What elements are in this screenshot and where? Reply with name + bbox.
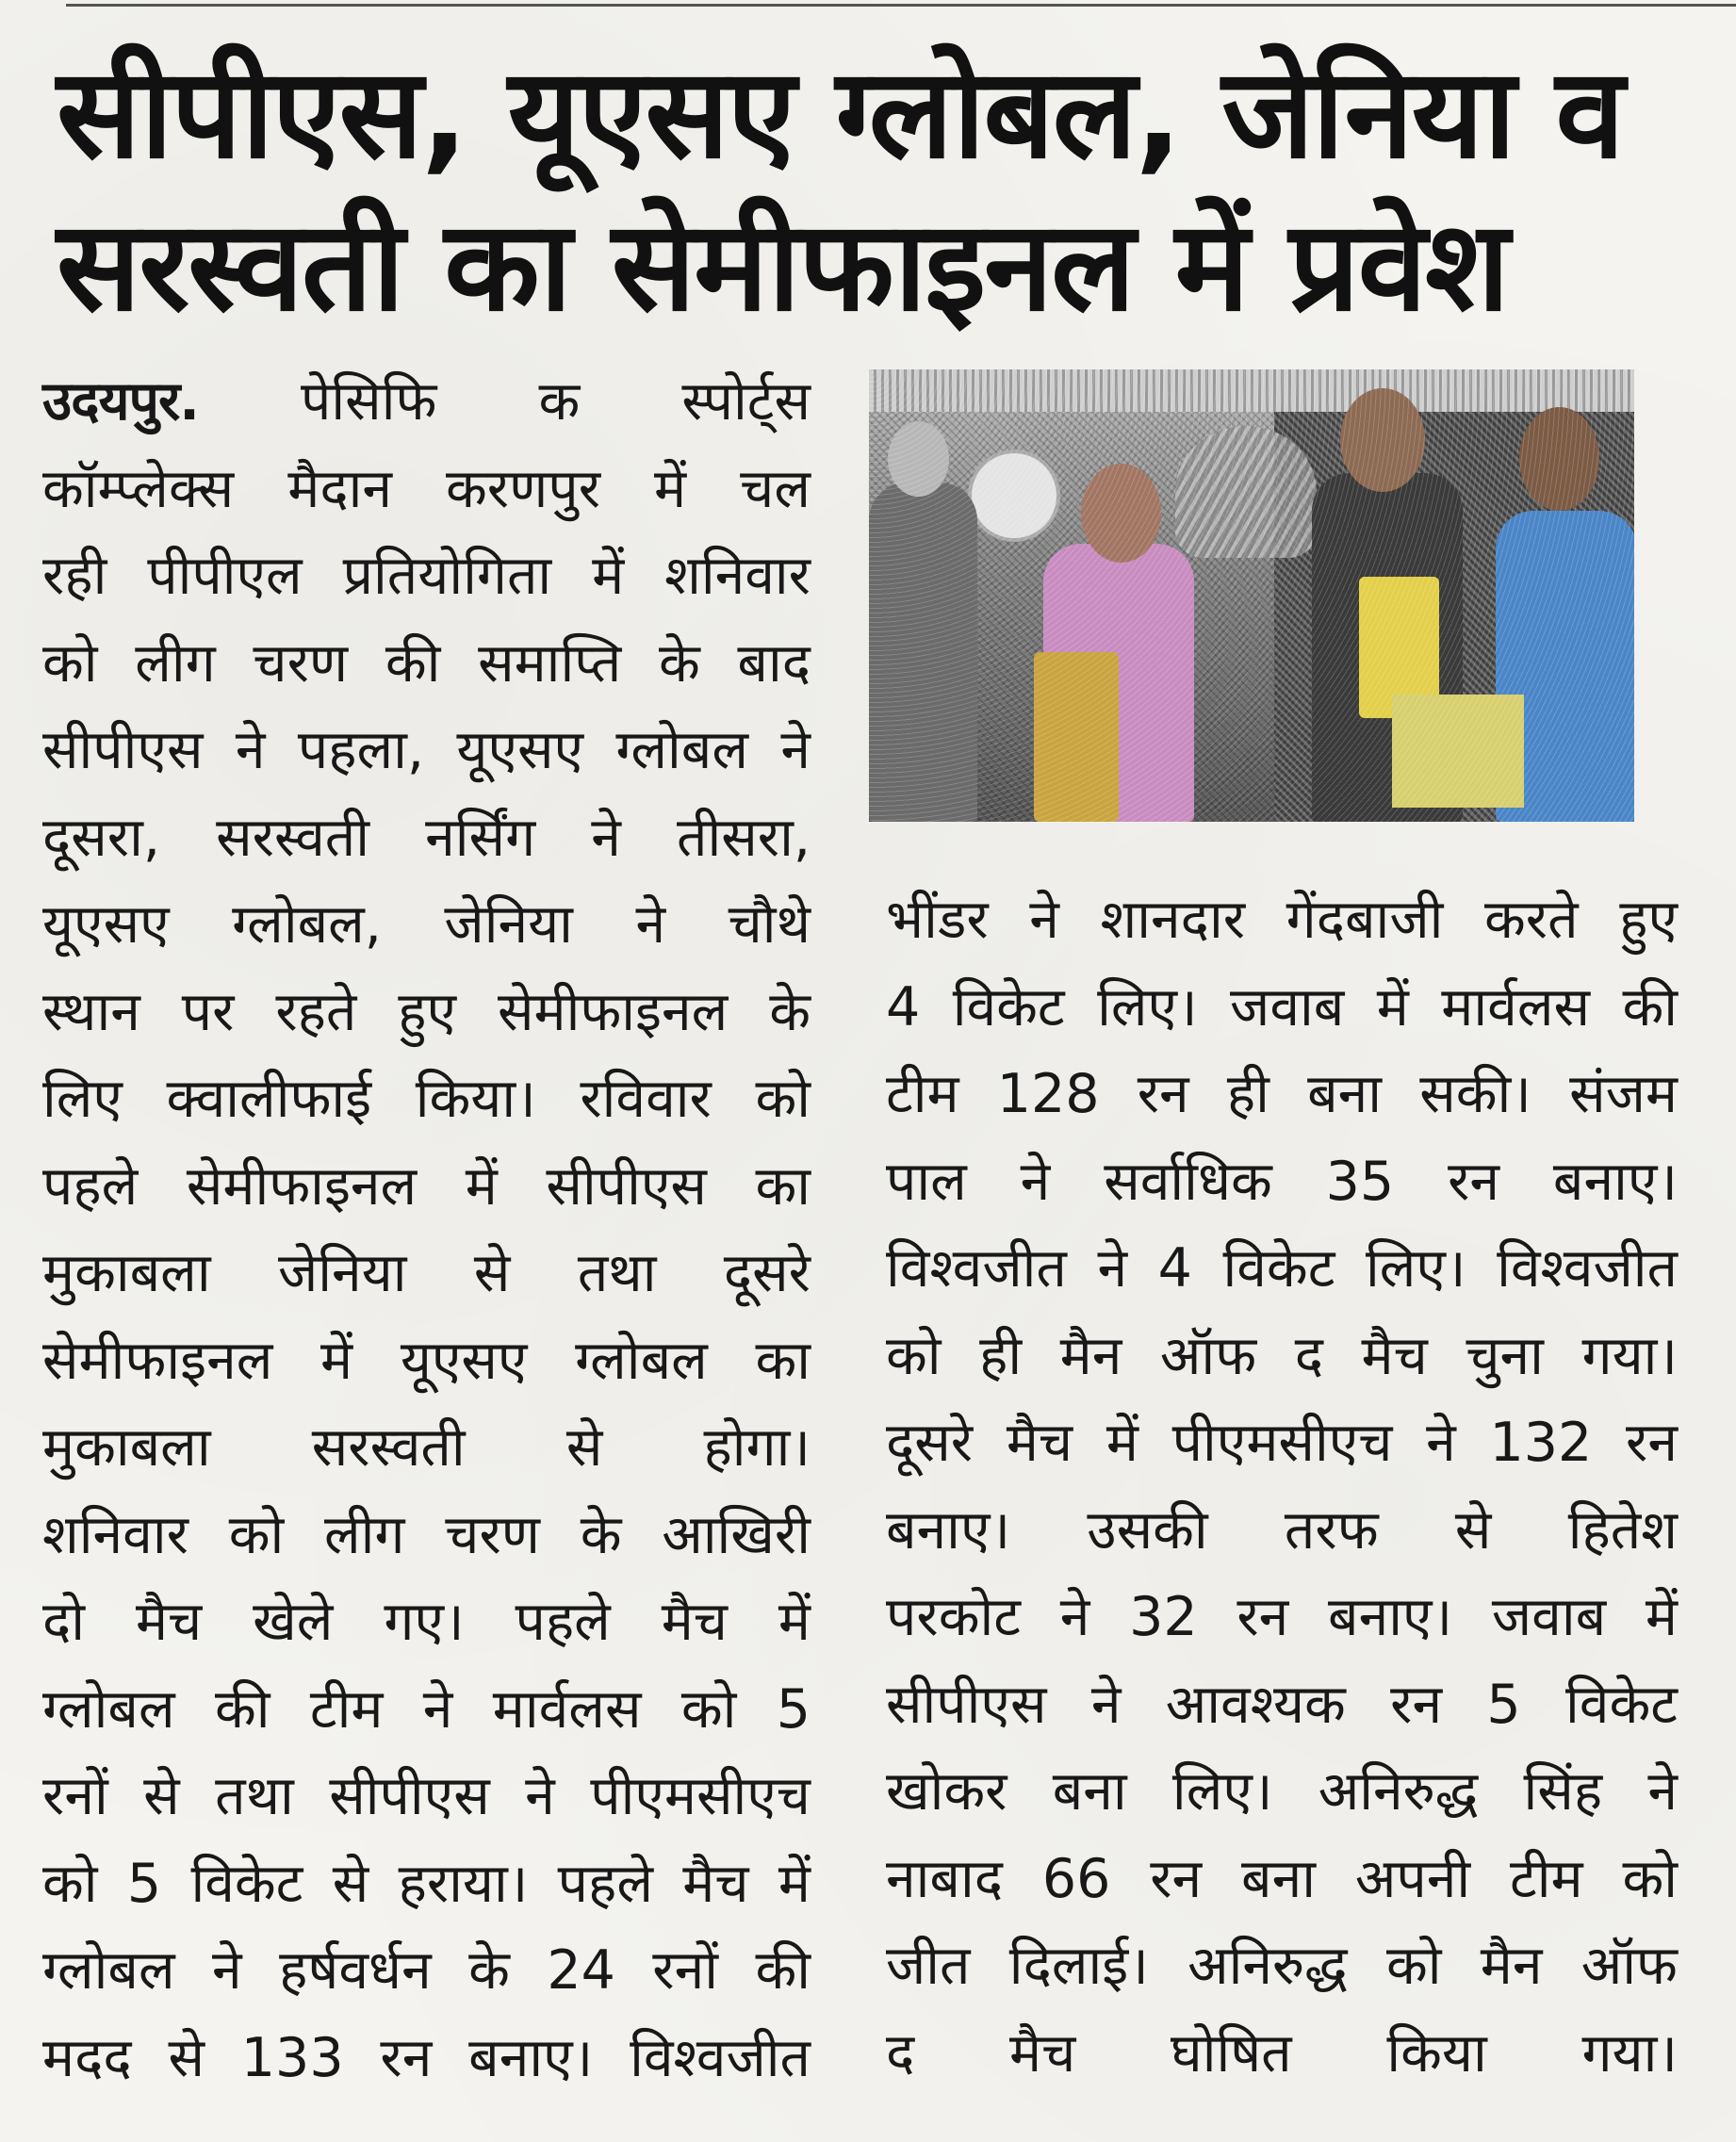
article-line: टीम 128 रन ही बना सकी। संजम [886, 1063, 1678, 1125]
article-line: ग्लोबल ने हर्षवर्धन के 24 रनों की [42, 1939, 811, 2002]
article-line: पहले सेमीफाइनल में सीपीएस का [42, 1154, 811, 1218]
article-line: दूसरे मैच में पीएमसीएच ने 132 रन [886, 1412, 1678, 1474]
article-line: मदद से 133 रन बनाए। विश्वजीत [42, 2026, 811, 2089]
article-line: 4 विकेट लिए। जवाब में मार्वलस की [886, 975, 1678, 1038]
headline-line-2: सरस्वती का सेमीफाइनल में प्रवेश [57, 194, 1508, 339]
article-line: रनों से तथा सीपीएस ने पीएमसीएच [42, 1765, 811, 1827]
article-line: दूसरा, सरस्वती नर्सिंग ने तीसरा, [42, 806, 811, 869]
article-line: नाबाद 66 रन बना अपनी टीम को [886, 1847, 1678, 1910]
article-line: को 5 विकेट से हराया। पहले मैच में [42, 1852, 811, 1915]
article-line: बनाए। उसकी तरफ से हितेश [886, 1498, 1678, 1562]
article-column-right [886, 876, 1678, 2097]
article-line: भींडर ने शानदार गेंदबाजी करते हुए [886, 889, 1678, 951]
article-line: कॉम्प्लेक्स मैदान करणपुर में चल [42, 457, 811, 520]
article-line: रही पीपीएल प्रतियोगिता में शनिवार [42, 545, 811, 607]
article-line: शनिवार को लीग चरण के आखिरी [42, 1503, 811, 1566]
dateline: उदयपुर. [42, 370, 199, 433]
article-line: को ही मैन ऑफ द मैच चुना गया। [886, 1324, 1678, 1387]
article-line: ग्लोबल की टीम ने मार्वलस को 5 [42, 1677, 811, 1741]
article-line: पाल ने सर्वाधिक 35 रन बनाए। [886, 1150, 1678, 1213]
article-line: मुकाबला सरस्वती से होगा। [42, 1416, 811, 1479]
article-column-left [42, 358, 811, 2101]
article-line: यूएसए ग्लोबल, जेनिया ने चौथे [42, 893, 811, 956]
article-line: स्थान पर रहते हुए सेमीफाइनल के [42, 980, 811, 1043]
article-line: सीपीएस ने पहला, यूएसए ग्लोबल ने [42, 719, 811, 781]
article-line: खोकर बना लिए। अनिरुद्ध सिंह ने [886, 1760, 1678, 1823]
article-line: सेमीफाइनल में यूएसए ग्लोबल का [42, 1329, 811, 1392]
article-line: मुकाबला जेनिया से तथा दूसरे [42, 1242, 811, 1304]
article-line: विश्वजीत ने 4 विकेट लिए। विश्वजीत [886, 1237, 1678, 1300]
headline [57, 38, 1696, 343]
article-line: सीपीएस ने आवश्यक रन 5 विकेट [886, 1673, 1678, 1736]
top-rule [66, 4, 1736, 7]
article-line: जीत दिलाई। अनिरुद्ध को मैन ऑफ [886, 1935, 1678, 1997]
article-line [42, 358, 811, 446]
halftone-texture [869, 369, 1634, 822]
article-line: परकोट ने 32 रन बनाए। जवाब में [886, 1586, 1678, 1648]
article-line-text: पेसिफि क स्पोर्ट्स [301, 370, 811, 433]
headline-line-1: सीपीएस, यूएसए ग्लोबल, जेनिया व [57, 41, 1623, 187]
article-line: को लीग चरण की समाप्ति के बाद [42, 631, 811, 695]
article-line: द मैच घोषित किया गया। [886, 2021, 1678, 2085]
news-photo [869, 369, 1634, 822]
article-line: दो मैच खेले गए। पहले मैच में [42, 1591, 811, 1653]
article-line: लिए क्वालीफाई किया। रविवार को [42, 1068, 811, 1130]
